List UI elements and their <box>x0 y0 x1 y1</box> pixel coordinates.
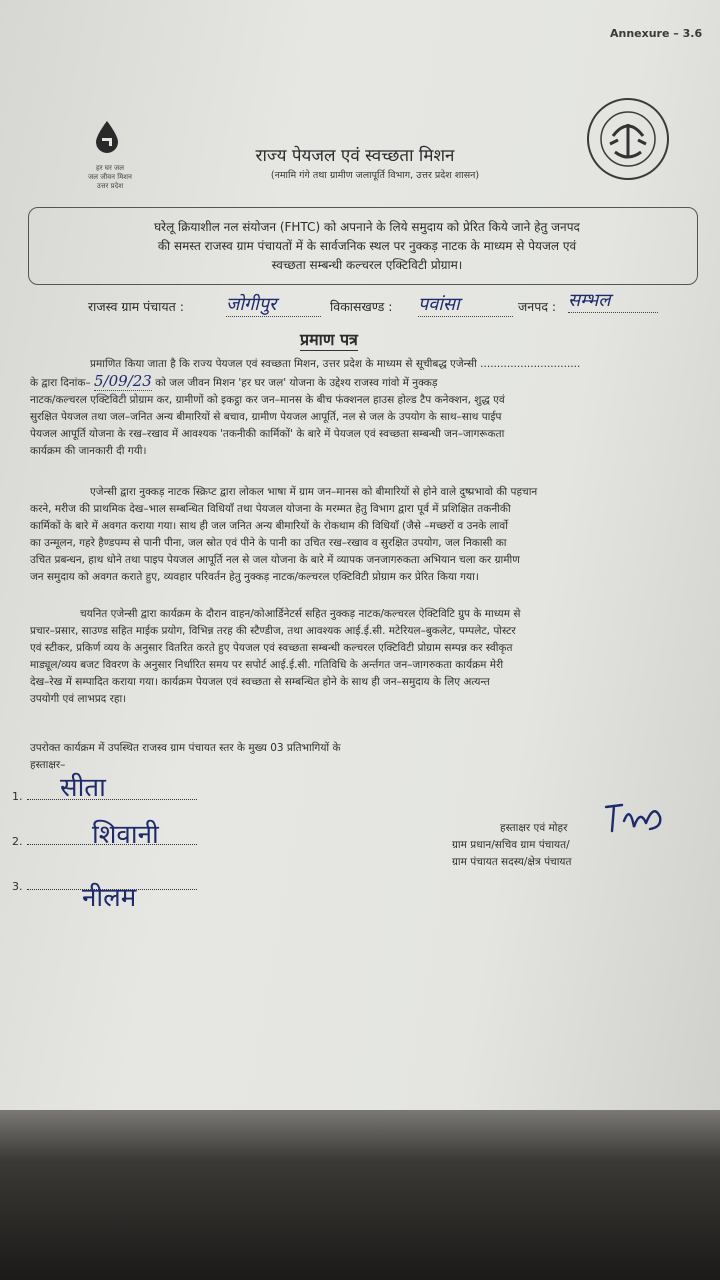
pradhan-signature-icon <box>600 797 670 837</box>
participant-3-num: 3. <box>12 880 23 893</box>
para2-line2: करने, मरीज की प्राथमिक देख–भाल सम्बन्धित विधियाँ तथा पेयजल योजना के मरम्मत हेतु विभाग द्वारा पूर्व में प्रशिक्षित तकनीकी <box>30 503 511 515</box>
block-label: विकासखण्ड : <box>330 299 393 314</box>
program-title-line3: स्वच्छता सम्बन्धी कल्चरल एक्टिविटी प्रोग्राम। <box>271 258 463 272</box>
para1-line6: कार्यक्रम की जानकारी दी गयी। <box>30 445 147 457</box>
mission-title: राज्य पेयजल एवं स्वच्छता मिशन <box>255 146 455 166</box>
program-title-text <box>52 218 682 275</box>
gram-panchayat-label: राजस्व ग्राम पंचायत : <box>88 299 184 314</box>
para1-line5: पेयजल आपूर्ति योजना के रख–रखाव में आवश्यक 'तकनीकी कार्मिकों' के बारे में पेयजल एवं स्वच्छता सम्बन्धी जन–जागरूकता <box>30 428 505 440</box>
signatory-line1: ग्राम प्रधान/सचिव ग्राम पंचायत/ <box>452 839 570 851</box>
gram-panchayat-value: जोगीपुर <box>226 292 321 317</box>
signatory-block <box>452 820 572 871</box>
block-value: पवांसा <box>418 292 513 317</box>
para3-line6: उपयोगी एवं लाभप्रद रहा। <box>30 693 127 705</box>
logo-caption-line3: उत्तर प्रदेश <box>96 182 124 190</box>
certificate-title: प्रमाण पत्र <box>300 330 358 349</box>
para3-line1: चयनित एजेन्सी द्वारा कार्यक्रम के दौरान वाहन/कोआर्डिनेटर्स सहित नुक्कड़ नाटक/कल्चरल ऐक्टिविटि ग्रुप के माध्यम से <box>80 608 521 620</box>
logo-caption <box>75 164 145 191</box>
logo-caption-line2: जल जीवन मिशन <box>88 173 132 181</box>
participant-2-signature: शिवानी <box>92 820 159 850</box>
para3-line2: प्रचार–प्रसार, साउण्ड सहित माईक प्रयोग, विभिन्न तरह की स्टैण्डीज, तथा आवश्यक आई.ई.सी. मटेरियल–बुकलेट, पम्पलेट, पोस्टर <box>30 625 516 637</box>
para2-line5: उचित प्रबन्धन, हाथ धोने तथा पाइप पेयजल आपूर्ति नल से जल योजना के बारे में व्यापक जनजागरुकता अभियान चला कर ग्रामीण <box>30 554 520 566</box>
para2-line3: कार्मिकों के बारे में अवगत कराया गया। साथ ही जल जनित अन्य बीमारियों के रोकथाम की विधियाँ (जैसे –मच्छरों व उनके लार्वो <box>30 520 508 532</box>
program-title-line1: घरेलू क्रियाशील नल संयोजन (FHTC) को अपनाने के लिये समुदाय को प्रेरित किये जाने हेतु जनपद <box>154 220 580 234</box>
para1-date-label: के द्वारा दिनांक– <box>30 377 91 389</box>
para3-line3: एवं स्टीकर, प्रकिर्ण व्यय के अनुसार वितरित करते हुए पेयजल एवं स्वच्छता सम्बन्धी कल्चरल एक्टिविटी प्रोग्राम सम्पन्न कर स्वीकृत <box>30 642 513 654</box>
para2-line1: एजेन्सी द्वारा नुक्कड़ नाटक स्क्रिप्ट द्वारा लोकल भाषा में ग्राम जन–मानस को बीमारियों से होने वाले दुष्प्रभावो की पहचान <box>90 486 538 498</box>
para1-line2 <box>30 373 690 392</box>
signature-stamp-label: हस्ताक्षर एवं मोहर <box>500 822 568 834</box>
participant-1-signature: सीता <box>60 773 106 803</box>
para1-line2-rest: को जल जीवन मिशन 'हर घर जल' योजना के उद्देश्य राजस्व गांवो में नुक्कड़ <box>155 377 438 389</box>
paragraph-2 <box>30 484 690 586</box>
participant-1-num: 1. <box>12 790 23 803</box>
har-ghar-jal-logo <box>75 120 145 200</box>
district-value: सम्भल <box>568 288 658 313</box>
panchayat-details-row <box>88 290 688 322</box>
participants-intro-line1: उपरोक्त कार्यक्रम में उपस्थित राजस्व ग्राम पंचायत स्तर के मुख्य 03 प्रतिभागियों के <box>30 742 341 754</box>
paragraph-3 <box>30 606 690 708</box>
paragraph-1 <box>30 356 690 460</box>
para1-line4: सुरक्षित पेयजल तथा जल–जनित अन्य बीमारियों से बचाव, ग्रामीण पेयजल आपूर्ति, नल से जल के उपयोग के साथ–साथ पाईप <box>30 411 502 423</box>
annexure-label: Annexure – 3.6 <box>610 27 703 40</box>
para2-line6: जन समुदाय को अवगत कराते हुए, व्यवहार परिवर्तन हेतु नुक्कड़ नाटक/कल्चरल एक्टिविटी प्रोग्राम कर प्रेरित किया गया। <box>30 571 479 583</box>
para3-line5: देख–रेख में सम्पादित कराया गया। कार्यक्रम पेयजल एवं स्वच्छता से सम्बन्धित होने के साथ ही जन–समुदाय के लिए अत्यन्त <box>30 676 490 688</box>
para2-line4: का उन्मूलन, गहरे हैण्डपम्प से पानी पीना, जल स्रोत एवं पीने के पानी का उचित रख–रखाव व सुरक्षित उपयोग, जल निकासी का <box>30 537 507 549</box>
para3-line4: माड्यूल/व्यय बजट विवरण के अनुसार निर्धारित समय पर सपोर्ट आई.ई.सी. गतिविधि के अर्न्तगत जन–जागरुकता कार्यक्रम मेरी <box>30 659 504 671</box>
participants-intro-line2: हस्ताक्षर– <box>30 759 66 771</box>
mission-subtitle: (नमामि गंगे तथा ग्रामीण जलापूर्ति विभाग, उत्तर प्रदेश शासन) <box>270 170 480 181</box>
photo-bottom-shadow <box>0 1110 720 1280</box>
participant-2-num: 2. <box>12 835 23 848</box>
para1-line1: प्रमाणित किया जाता है कि राज्य पेयजल एवं स्वच्छता मिशन, उत्तर प्रदेश के माध्यम से सूचीबद्ध एजेन्सी .............................. <box>90 358 581 370</box>
para1-date-value: 5/09/23 <box>94 372 152 390</box>
program-title-line2: की समस्त राजस्व ग्राम पंचायतों में के सार्वजनिक स्थल पर नुक्कड़ नाटक के माध्यम से पेयजल एवं <box>157 239 577 253</box>
para1-line3: नाटक/कल्चरल एक्टिविटी प्रोग्राम कर, ग्रामीणों को इकट्ठा कर जन–मानस के बीच फंक्शनल हाउस होल्ड टैप कनेक्शन, शुद्ध एवं <box>30 394 505 406</box>
logo-caption-line1: हर घर जल <box>96 164 124 172</box>
district-label: जनपद : <box>518 299 557 314</box>
participant-3-signature: नीलम <box>82 883 137 913</box>
water-drop-tap-icon <box>93 120 121 154</box>
uttar-pradesh-emblem-icon <box>585 96 671 182</box>
signatory-line2: ग्राम पंचायत सदस्य/क्षेत्र पंचायत <box>452 856 572 868</box>
